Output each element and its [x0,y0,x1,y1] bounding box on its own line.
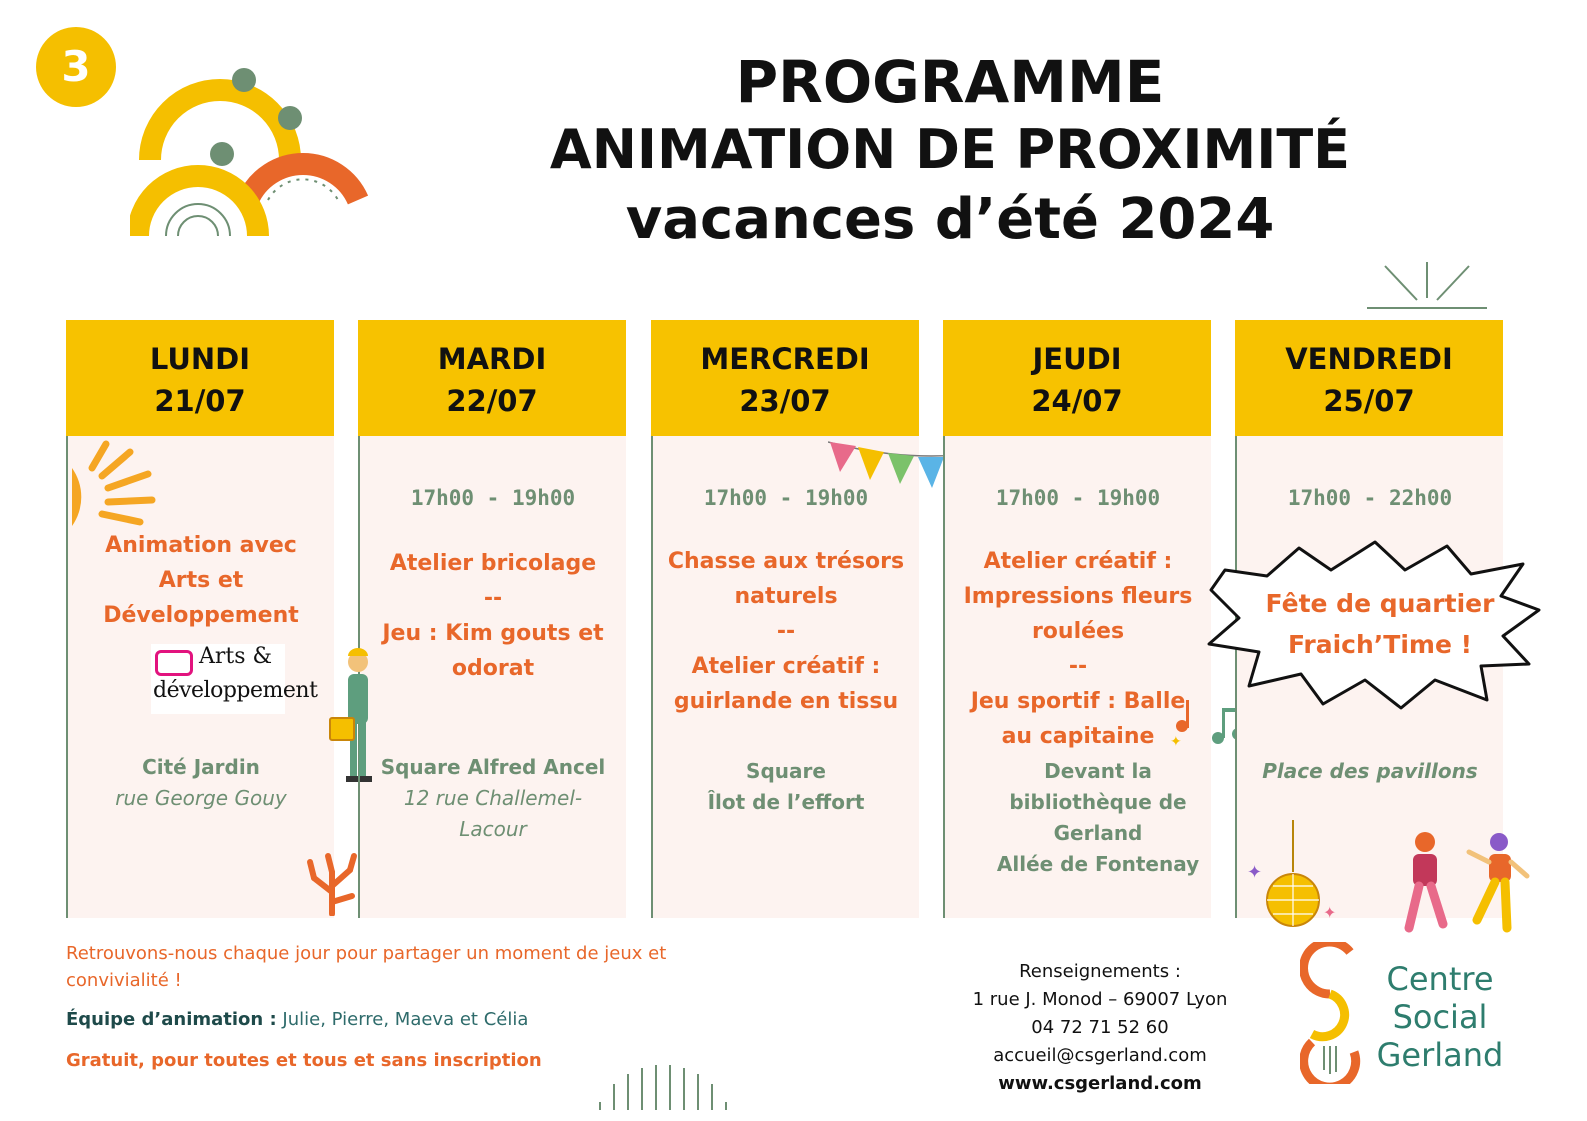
day-header [651,320,919,436]
day-date: 25/07 [1323,384,1415,418]
day-name: LUNDI [149,342,251,376]
day-header [66,320,334,436]
arches-decoration-icon [130,60,370,240]
activity-line: Fraich’Time ! [1287,630,1473,659]
dancers-illustration-icon [1395,828,1535,948]
title-line-1: PROGRAMME [735,48,1165,116]
activity-line: Arts et [158,568,244,593]
location-text [360,752,626,845]
day-body [943,436,1211,918]
place-name: Place des pavillons [1262,759,1478,783]
team-label: Équipe d’animation : [66,1009,277,1030]
place-address: Lacour [459,817,527,841]
activity-text [68,528,334,633]
place-line: Square [746,759,826,783]
activity-line: Jeu : Kim gouts et [382,621,604,646]
place-line: Allée de Fontenay [996,852,1200,876]
activity-line: Atelier bricolage [389,551,597,576]
time-range: 17h00 - 19h00 [410,486,576,510]
day-name: MARDI [437,342,547,376]
footer-free: Gratuit, pour toutes et tous et sans inscription [66,1050,542,1071]
fete-activity-text [1245,583,1515,665]
contact-block [940,958,1260,1098]
contact-phone: 04 72 71 52 60 [1031,1017,1169,1038]
location-text [965,756,1231,880]
time-range: 17h00 - 19h00 [995,486,1161,510]
time-range: 17h00 - 22h00 [1287,486,1453,510]
logo-line: Social [1392,998,1488,1036]
day-column-mercredi [651,320,919,918]
place-line: bibliothèque de [1009,790,1187,814]
day-body [651,436,919,918]
handyman-illustration-icon [326,648,390,784]
activity-line: roulées [1031,619,1125,644]
activity-text [360,546,626,686]
logo-line: Gerland [1376,1036,1504,1074]
disco-ball-icon [1245,820,1341,930]
day-header [358,320,626,436]
place-name: Cité Jardin [142,755,260,779]
day-name: JEUDI [1032,342,1122,376]
logo-text-bottom: développement [153,678,318,703]
logo-text-top: Arts & [199,644,273,669]
day-name: MERCREDI [700,342,870,376]
activity-line: au capitaine [1001,724,1155,749]
footer-team [66,1006,746,1033]
place-line: Devant la [1044,759,1152,783]
svg-text:✦: ✦ [1170,734,1182,750]
svg-text:✦: ✦ [1247,862,1263,883]
activity-line: Jeu sportif : Balle [970,689,1186,714]
time-range: 17h00 - 19h00 [703,486,869,510]
day-column-jeudi [943,320,1211,918]
contact-address: 1 rue J. Monod – 69007 Lyon [972,989,1228,1010]
activity-line: guirlande en tissu [673,689,899,714]
day-date: 24/07 [1031,384,1123,418]
centre-social-logo-icon [1300,942,1362,1084]
coral-icon [304,852,360,916]
activity-line: Développement [103,603,299,628]
activity-line: Atelier créatif : [983,549,1173,574]
sparkle-lines-icon [1365,262,1489,312]
page-title [470,48,1430,256]
contact-email[interactable]: accueil@csgerland.com [993,1045,1207,1066]
arts-developpement-logo [151,644,318,714]
place-line: Gerland [1053,821,1143,845]
svg-text:✦: ✦ [1323,903,1337,922]
activity-line: Chasse aux trésors [667,549,905,574]
place-line: Îlot de l’effort [707,790,865,814]
logo-line: Centre [1386,960,1494,998]
sun-icon [72,438,158,528]
contact-label: Renseignements : [1019,961,1181,982]
activity-line: Atelier créatif : [691,654,881,679]
activity-text [653,544,919,719]
place-address: 12 rue Challemel- [403,786,583,810]
day-body [66,436,334,918]
contact-website-link[interactable]: www.csgerland.com [998,1073,1202,1094]
footer-intro: Retrouvons-nous chaque jour pour partager un moment de jeux et convivialité ! [66,943,667,991]
activity-line: Fête de quartier [1265,589,1495,618]
day-date: 22/07 [446,384,538,418]
half-circle-lines-decoration-icon [590,1062,740,1112]
activity-line: Impressions fleurs [963,584,1193,609]
title-line-2: ANIMATION DE PROXIMITÉ [549,118,1351,181]
team-names: Julie, Pierre, Maeva et Célia [276,1009,529,1030]
day-name: VENDREDI [1285,342,1453,376]
day-column-mardi [358,320,626,918]
activity-line: odorat [451,656,535,681]
activity-line: -- [1068,654,1088,679]
day-column-lundi [66,320,334,918]
activity-line: -- [483,586,503,611]
place-address: rue George Gouy [115,786,287,810]
logo-figure-icon [155,650,193,676]
location-text [653,756,919,818]
footer-info [66,940,746,1074]
day-header [1235,320,1503,436]
centre-social-logo-text [1370,960,1510,1074]
page-number-badge: 3 [36,27,116,107]
day-body [358,436,626,918]
day-date: 21/07 [154,384,246,418]
location-text [68,752,334,814]
activity-line: -- [776,619,796,644]
activity-line: Animation avec [105,533,297,558]
day-header [943,320,1211,436]
title-line-3: vacances d’été 2024 [625,187,1275,252]
location-text [1237,756,1503,787]
place-name: Square Alfred Ancel [380,755,606,779]
day-date: 23/07 [739,384,831,418]
activity-line: naturels [734,584,838,609]
